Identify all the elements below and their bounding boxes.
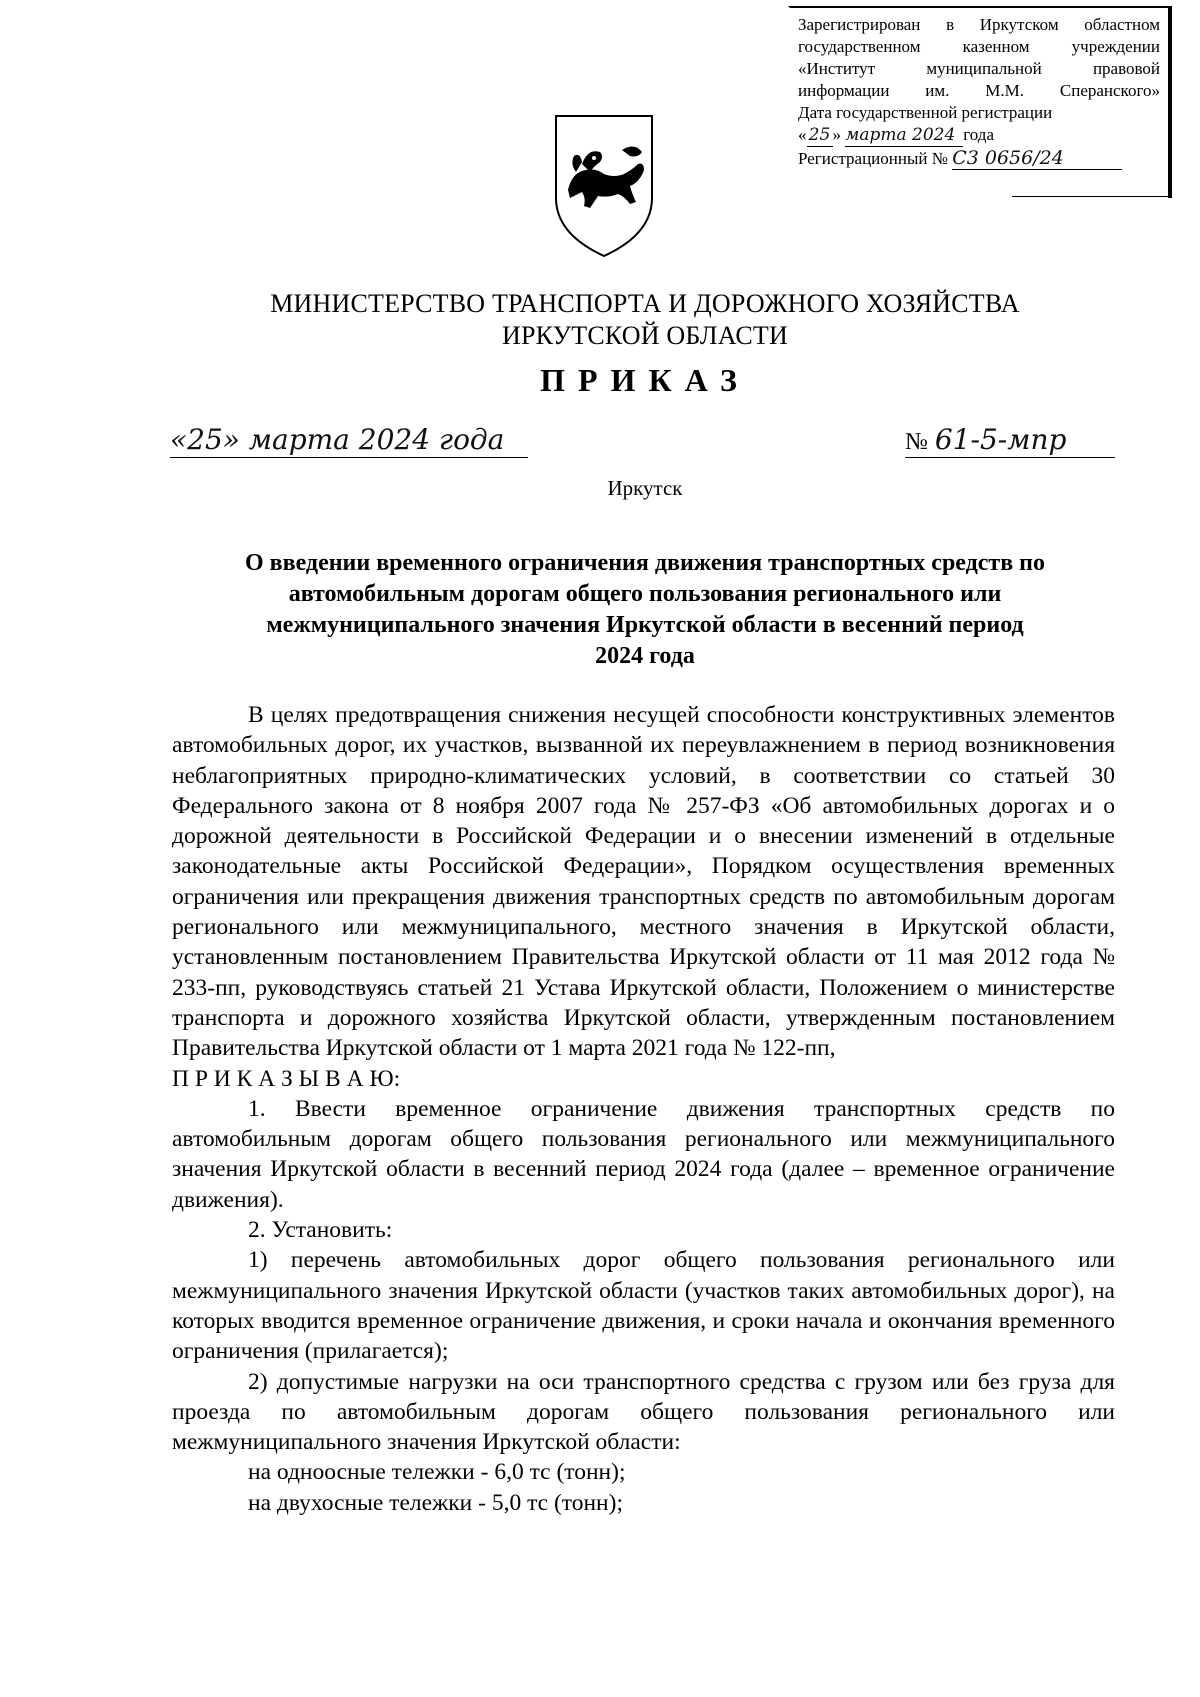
stamp-line: Зарегистрирован в Иркутском областном [798, 15, 1160, 34]
stamp-border [1168, 6, 1170, 198]
document-type-title: ПРИКАЗ [540, 362, 750, 398]
ministry-name: МИНИСТЕРСТВО ТРАНСПОРТА И ДОРОЖНОГО ХОЗЯЙСТВА ИРКУТСКОЙ ОБЛАСТИ [270, 289, 1020, 350]
order-subitem-2-1: 1) перечень автомобильных дорог общего пользования регионального или межмуниципального значения Иркутской области (участков таких автомобильных дорог), на которых вводится временное ограничение движения, и сроки начала и окончания временного ограничения (прилагается); [172, 1247, 1115, 1365]
order-directive: П Р И К А З Ы В А Ю: [172, 1065, 401, 1092]
registration-stamp [788, 6, 1172, 198]
axle-load-item: на двухосные тележки - 5,0 тс (тонн); [248, 1489, 623, 1516]
order-number: № 61-5-мпр [905, 423, 1115, 458]
coat-of-arms-icon [552, 112, 656, 258]
stamp-date-day: 25 [807, 124, 833, 147]
stamp-border [1012, 196, 1170, 197]
stamp-line: «Институт муниципальной правовой [798, 59, 1160, 78]
axle-load-item: на одноосные тележки - 6,0 тс (тонн); [248, 1459, 626, 1486]
order-item-1: 1. Ввести временное ограничение движения транспортных средств по автомобильным дорогам общего пользования регионального или межмуниципального значения Иркутской области в весенний период 2024 года (далее – временное ограничение движения). [172, 1095, 1115, 1213]
order-body [172, 700, 1115, 1518]
order-item-2: 2. Установить: [248, 1217, 393, 1244]
stamp-registration-number: Регистрационный № С3 0656/24 [798, 147, 1160, 170]
stamp-line: Дата государственной регистрации [798, 103, 1053, 122]
order-subject: О введении временного ограничения движения транспортных средств по автомобильным дорогам общего пользования регионального или межмуниципального значения Иркутской области в весенний период 2024 года [245, 550, 1045, 669]
stamp-date-month-year: марта 2024 [845, 124, 963, 147]
city: Иркутск [607, 476, 683, 500]
stamp-line: государственном казенном учреждении [798, 37, 1160, 56]
stamp-reg-number-value: С3 0656/24 [952, 147, 1122, 170]
stamp-line: информации им. М.М. Сперанского» [798, 81, 1160, 100]
order-subitem-2-2: 2) допустимые нагрузки на оси транспортного средства с грузом или без груза для проезда по автомобильным дорогам общего пользования регионального или межмуниципального значения Иркутской области: [172, 1368, 1115, 1456]
stamp-registration-date: « 25 » марта 2024 года [798, 125, 995, 145]
order-date: «25» марта 2024 года [170, 423, 528, 458]
preamble-paragraph: В целях предотвращения снижения несущей способности конструктивных элементов автомобильных дорог, их участков, вызванной их переувлажнением в период возникновения неблагоприятных природно-климатических условий, в соответствии со статьей 30 Федерального закона от 8 ноября 2007 года № 257-ФЗ «Об автомобильных дорогах и о дорожной деятельности в Российской Федерации и о внесении изменений в отдельные законодательные акты Российской Федерации», Порядком осуществления временных ограничения или прекращения движения транспортных средств по автомобильным дорогам регионального или межмуниципального, местного значения в Иркутской области, установленным постановлением Правительства Иркутской области от 11 мая 2012 года № 233-пп, руководствуясь статьей 21 Устава Иркутской области, Положением о министерстве транспорта и дорожного хозяйства Иркутской области, утвержденным постановлением Правительства Иркутской области от 1 марта 2021 года № 122-пп, [172, 702, 1115, 1062]
